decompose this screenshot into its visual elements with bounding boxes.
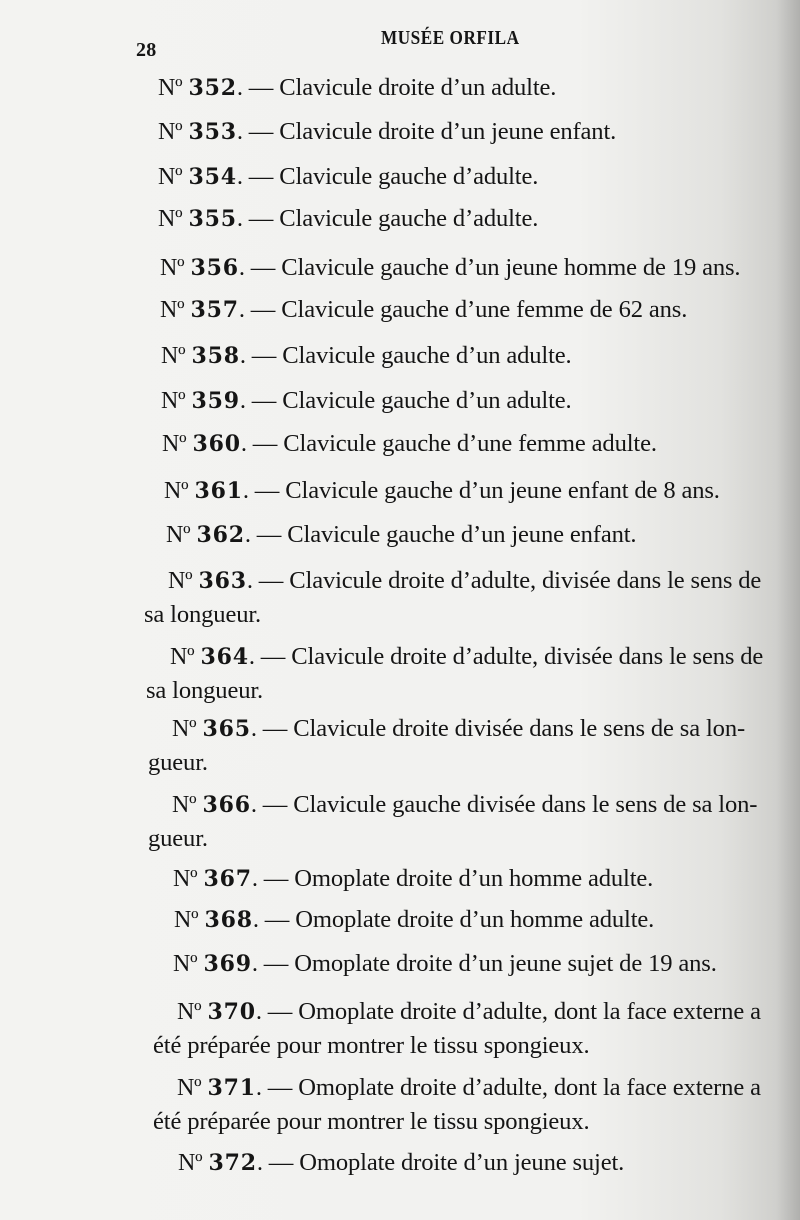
entry-prefix: Nº bbox=[158, 164, 183, 190]
entry-first-line bbox=[160, 293, 770, 327]
entry-first-line bbox=[162, 427, 772, 461]
entry-prefix: Nº bbox=[177, 1075, 202, 1101]
entry-prefix: Nº bbox=[177, 999, 202, 1025]
entry-prefix: Nº bbox=[170, 644, 195, 670]
entry-description: . — Clavicule gauche d’adulte. bbox=[236, 205, 539, 232]
catalog-entry-358 bbox=[161, 339, 771, 373]
entry-description: . — Clavicule gauche d’un jeune enfant. bbox=[244, 521, 637, 548]
entry-description: . — Clavicule gauche d’un jeune enfant de 8 ans. bbox=[242, 477, 720, 504]
entry-prefix: Nº bbox=[173, 951, 198, 977]
entry-number: 360 bbox=[192, 431, 241, 457]
entry-number: 361 bbox=[194, 478, 243, 504]
entry-number: 358 bbox=[191, 343, 240, 369]
entry-first-line bbox=[177, 995, 787, 1029]
entry-number: 362 bbox=[196, 522, 245, 548]
catalog-entry-369 bbox=[173, 947, 783, 981]
entry-first-line bbox=[177, 1071, 787, 1105]
entry-number: 372 bbox=[208, 1150, 257, 1176]
entry-prefix: Nº bbox=[162, 431, 187, 457]
entry-first-line bbox=[174, 903, 784, 937]
catalog-entry-371 bbox=[153, 1071, 787, 1138]
entry-prefix: Nº bbox=[158, 119, 183, 145]
entry-number: 368 bbox=[204, 907, 253, 933]
entry-first-line bbox=[173, 947, 783, 981]
entry-first-line bbox=[172, 788, 782, 822]
entry-prefix: Nº bbox=[173, 866, 198, 892]
catalog-entry-370 bbox=[153, 995, 787, 1062]
catalog-entry-352 bbox=[158, 71, 758, 105]
entry-first-line bbox=[178, 1146, 788, 1180]
entry-prefix: Nº bbox=[168, 568, 193, 594]
catalog-entry-353 bbox=[158, 115, 758, 149]
entry-prefix: Nº bbox=[160, 297, 185, 323]
page-number: 28 bbox=[136, 39, 157, 61]
entry-description: . — Clavicule gauche d’un jeune homme de 19 ans. bbox=[238, 254, 741, 281]
entry-first-line bbox=[170, 640, 780, 674]
entry-first-line bbox=[161, 384, 771, 418]
catalog-entry-368 bbox=[174, 903, 784, 937]
catalog-entry-372 bbox=[178, 1146, 788, 1180]
entry-continuation: été préparée pour montrer le tissu spongieux. bbox=[153, 1032, 590, 1059]
catalog-entry-365 bbox=[148, 712, 782, 779]
catalog-entry-360 bbox=[162, 427, 772, 461]
entry-prefix: Nº bbox=[161, 388, 186, 414]
entry-prefix: Nº bbox=[160, 255, 185, 281]
entry-first-line bbox=[166, 518, 776, 552]
entry-first-line bbox=[158, 160, 758, 194]
entry-description: . — Omoplate droite d’adulte, dont la face externe a bbox=[255, 1074, 761, 1101]
entry-first-line bbox=[164, 474, 774, 508]
entry-description: . — Clavicule droite d’un jeune enfant. bbox=[236, 118, 617, 145]
entry-number: 355 bbox=[188, 206, 237, 232]
entry-description: . — Clavicule gauche d’une femme de 62 ans. bbox=[238, 296, 688, 323]
entry-prefix: Nº bbox=[174, 907, 199, 933]
entry-first-line bbox=[168, 564, 778, 598]
catalog-entry-364 bbox=[146, 640, 780, 707]
entry-continuation: gueur. bbox=[148, 749, 208, 776]
entry-first-line bbox=[172, 712, 782, 746]
entry-number: 356 bbox=[190, 255, 239, 281]
entry-description: . — Clavicule gauche d’une femme adulte. bbox=[240, 430, 657, 457]
entry-description: . — Clavicule droite d’adulte, divisée dans le sens de bbox=[246, 567, 762, 594]
catalog-entry-354 bbox=[158, 160, 758, 194]
entry-continuation: sa longueur. bbox=[146, 677, 264, 704]
entry-number: 353 bbox=[188, 119, 237, 145]
entry-first-line bbox=[158, 115, 758, 149]
entry-number: 367 bbox=[203, 866, 252, 892]
entry-prefix: Nº bbox=[178, 1150, 203, 1176]
catalog-entry-361 bbox=[164, 474, 774, 508]
entry-prefix: Nº bbox=[158, 75, 183, 101]
entry-description: . — Clavicule gauche d’adulte. bbox=[236, 163, 539, 190]
running-title: MUSÉE ORFILA bbox=[381, 27, 520, 49]
entry-number: 371 bbox=[207, 1075, 256, 1101]
entry-continuation: été préparée pour montrer le tissu spongieux. bbox=[153, 1108, 590, 1135]
entry-description: . — Clavicule droite divisée dans le sens de sa lon- bbox=[250, 715, 746, 742]
catalog-entry-366 bbox=[148, 788, 782, 855]
entry-description: . — Omoplate droite d’un homme adulte. bbox=[251, 865, 654, 892]
catalog-entry-359 bbox=[161, 384, 771, 418]
entry-number: 359 bbox=[191, 388, 240, 414]
entry-number: 365 bbox=[202, 716, 251, 742]
entry-first-line bbox=[173, 862, 783, 896]
catalog-entry-356 bbox=[160, 251, 780, 285]
entry-first-line bbox=[161, 339, 771, 373]
entry-number: 369 bbox=[203, 951, 252, 977]
entry-prefix: Nº bbox=[172, 716, 197, 742]
catalog-entry-362 bbox=[166, 518, 776, 552]
entry-first-line bbox=[158, 71, 758, 105]
entry-number: 370 bbox=[207, 999, 256, 1025]
entry-continuation: gueur. bbox=[148, 825, 208, 852]
catalog-entry-363 bbox=[144, 564, 778, 631]
entry-prefix: Nº bbox=[172, 792, 197, 818]
entry-description: . — Clavicule gauche divisée dans le sens de sa lon- bbox=[250, 791, 758, 818]
catalog-entry-367 bbox=[173, 862, 783, 896]
entry-description: . — Omoplate droite d’un homme adulte. bbox=[252, 906, 655, 933]
catalog-entry-357 bbox=[160, 293, 770, 327]
entry-prefix: Nº bbox=[161, 343, 186, 369]
entry-number: 352 bbox=[188, 75, 237, 101]
entry-description: . — Omoplate droite d’un jeune sujet de 19 ans. bbox=[251, 950, 717, 977]
entry-description: . — Omoplate droite d’un jeune sujet. bbox=[256, 1149, 625, 1176]
entry-prefix: Nº bbox=[158, 206, 183, 232]
catalog-entry-355 bbox=[158, 202, 758, 236]
entry-description: . — Clavicule droite d’un adulte. bbox=[236, 74, 557, 101]
entry-number: 357 bbox=[190, 297, 239, 323]
entry-number: 363 bbox=[198, 568, 247, 594]
entry-continuation: sa longueur. bbox=[144, 601, 262, 628]
entry-number: 364 bbox=[200, 644, 249, 670]
entry-description: . — Clavicule droite d’adulte, divisée dans le sens de bbox=[248, 643, 764, 670]
entry-first-line bbox=[158, 202, 758, 236]
entry-number: 366 bbox=[202, 792, 251, 818]
entry-description: . — Clavicule gauche d’un adulte. bbox=[239, 342, 572, 369]
entry-number: 354 bbox=[188, 164, 237, 190]
entry-first-line bbox=[160, 251, 780, 285]
entry-description: . — Clavicule gauche d’un adulte. bbox=[239, 387, 572, 414]
entry-description: . — Omoplate droite d’adulte, dont la face externe a bbox=[255, 998, 761, 1025]
entry-prefix: Nº bbox=[166, 522, 191, 548]
entry-prefix: Nº bbox=[164, 478, 189, 504]
